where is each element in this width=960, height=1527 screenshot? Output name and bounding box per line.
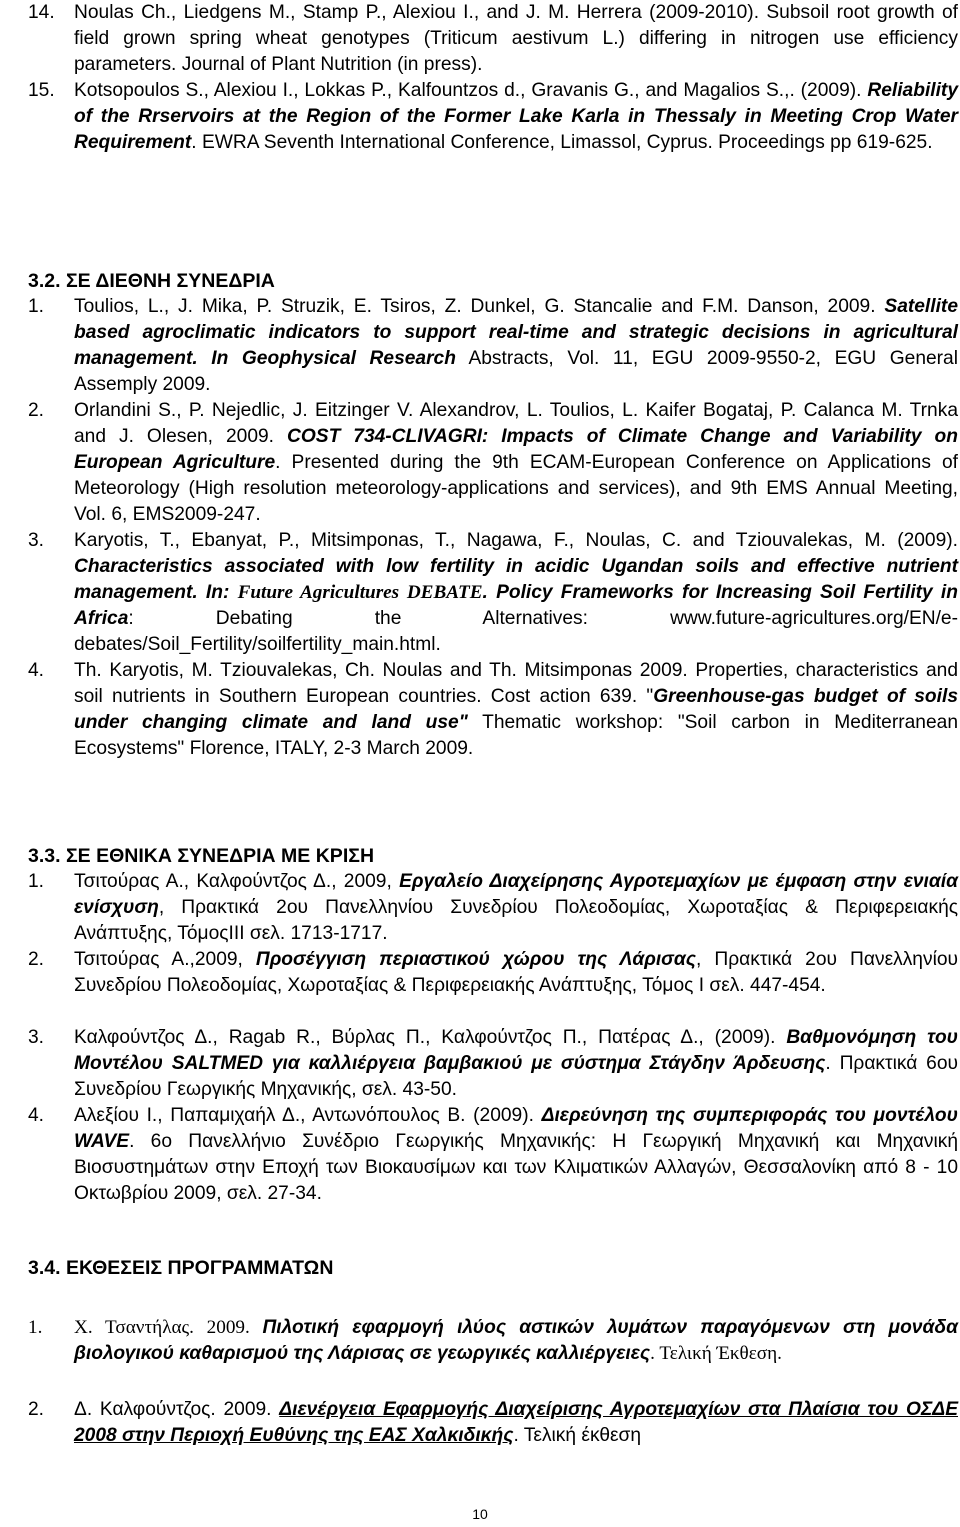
reference-rest: . EWRA Seventh International Conference, Limassol, Cyprus. Proceedings pp 619-625.: [191, 132, 933, 153]
reference-authors: Δ. Καλφούντζος. 2009.: [74, 1399, 280, 1420]
reference-item: [28, 398, 958, 528]
reference-title: Reliability of the Rrservoirs at the Region of the Former Lake Karla in Thessaly in Meeting Crop Water Requirement: [74, 80, 958, 153]
reference-title-continued: . Policy Frameworks for Increasing Soil Fertility in Africa: [74, 582, 958, 629]
reference-rest: Thematic workshop: "Soil carbon in Mediterranean Ecosystems" Florence, ITALY, 2-3 March 2009.: [74, 712, 958, 759]
reference-number: 2.: [28, 1399, 45, 1420]
reference-authors: Τσιτούρας Α.,2009,: [74, 949, 256, 970]
reference-title: Εργαλείο Διαχείρησης Αγροτεμαχίων με έμφαση στην ενιαία ενίσχυση: [74, 871, 959, 918]
reference-14: [28, 0, 958, 78]
reference-item: [28, 1025, 958, 1103]
reference-rest: , Πρακτικά 2ου Πανελληνίου Συνεδρίου Πολεοδομίας, Χωροταξίας & Περιφερειακής Ανάπτυξης, ΤόμοςΙΙΙ σελ. 1713-1717.: [74, 897, 958, 944]
reference-authors: Karyotis, T., Ebanyat, P., Mitsimponas, T., Nagawa, F., Noulas, C. and Tziouvalekas, M. (2009).: [74, 530, 958, 551]
reference-number: 3.: [28, 1027, 45, 1048]
reference-rest: . Presented during the 9th ECAM-European Conference on Applications of Meteorology (High resolution meteorology-applications and services), and 9th EMS Annual Meeting, Vol. 6, EMS2009-247.: [74, 452, 958, 525]
section-heading-3-3: 3.3. ΣΕ ΕΘΝΙΚΑ ΣΥΝΕΔΡΙΑ ΜΕ ΚΡΙΣΗ: [28, 845, 375, 867]
reference-item: [28, 1103, 958, 1207]
reference-title: COST 734-CLIVAGRI: Impacts of Climate Change and Variability on European Agriculture: [74, 426, 958, 473]
reference-number: 1.: [28, 871, 45, 892]
reference-item: [28, 947, 958, 999]
reference-rest: . Πρακτικά 6ου Συνεδρίου Γεωργικής Μηχανικής, σελ. 43-50.: [74, 1053, 958, 1100]
reference-number: 4.: [28, 660, 45, 681]
reference-authors: Αλεξίου Ι., Παπαμιχαήλ Δ., Αντωνόπουλος Β. (2009).: [74, 1105, 542, 1126]
reference-rest: . Τελική έκθεση: [513, 1425, 642, 1446]
reference-authors: Toulios, L., J. Mika, P. Struzik, E. Tsiros, Z. Dunkel, G. Stancalie and F.M. Danson, 2009.: [74, 296, 876, 317]
reference-authors: Καλφούντζος Δ., Ragab R., Βύρλας Π., Καλφούντζος Π., Πατέρας Δ., (2009).: [74, 1027, 787, 1048]
reference-item: [28, 658, 958, 762]
reference-number: 2.: [28, 949, 45, 970]
reference-title: Βαθμονόμηση του Μοντέλου SALTMED για καλλιέργεια βαμβακιού με σύστημα Στάγδην Άρδευσης: [74, 1027, 959, 1074]
reference-item: [28, 869, 958, 947]
reference-authors: Χ. Τσαντήλας. 2009.: [74, 1317, 263, 1338]
reference-text: Noulas Ch., Liedgens M., Stamp P., Alexiou I., and J. M. Herrera (2009-2010). Subsoil root growth of field grown spring wheat genotypes (Triticum aestivum L.) differing in nitrogen use efficiency parameters. Journal of Plant Nutrition (in press).: [74, 2, 958, 75]
reference-title: Διερεύνηση της συμπεριφοράς του μοντέλου WAVE: [74, 1105, 958, 1152]
reference-rest: . Τελική Έκθεση.: [650, 1343, 782, 1364]
reference-authors: Kotsopoulos S., Alexiou I., Lokkas P., Kalfountzos d., Gravanis G., and Magalios S.,. (2009).: [74, 80, 862, 101]
reference-title: Διενέργεια Εφαρμογής Διαχείρισης Αγροτεμαχίων στα Πλαίσια του ΟΣΔΕ 2008 στην Περιοχή Ευθύνης της ΕΑΣ Χαλκιδικής: [74, 1399, 958, 1446]
reference-rest: , Πρακτικά 2ου Πανελληνίου Συνεδρίου Πολεοδομίας, Χωροταξίας & Περιφερειακής Ανάπτυξης, Τόμος Ι σελ. 447-454.: [74, 949, 959, 996]
reference-item: [28, 528, 958, 658]
section-heading-3-4: 3.4. ΕΚΘΕΣΕΙΣ ΠΡΟΓΡΑΜΜΑΤΩΝ: [28, 1257, 334, 1279]
reference-item: [28, 1397, 958, 1449]
reference-number: 14.: [28, 2, 55, 23]
reference-item: [28, 294, 958, 398]
reference-number: 15.: [28, 80, 55, 101]
reference-authors: Th. Karyotis, M. Tziouvalekas, Ch. Noulas and Th. Mitsimponas 2009. Properties, characteristics and soil nutrients in Southern European countries. Cost action 639. ": [74, 660, 958, 707]
section-heading-3-2: 3.2. ΣΕ ΔΙΕΘΝΗ ΣΥΝΕΔΡΙΑ: [28, 270, 275, 292]
reference-rest: Abstracts, Vol. 11, EGU 2009-9550-2, EGU General Assemply 2009.: [74, 348, 958, 395]
reference-title: Greenhouse-gas budget of soils under changing climate and land use": [74, 686, 958, 733]
page-number: 10: [472, 1506, 488, 1522]
reference-title: Satellite based agroclimatic indicators to support real-time and strategic decisions in agricultural management. In Geophysical Research: [74, 296, 958, 369]
reference-title: Προσέγγιση περιαστικού χώρου της Λάρισας: [255, 949, 697, 970]
reference-number: 2.: [28, 400, 45, 421]
reference-authors: Τσιτούρας Α., Καλφούντζος Δ., 2009,: [74, 871, 400, 892]
reference-rest: . 6ο Πανελλήνιο Συνέδριο Γεωργικής Μηχανικής: Η Γεωργική Μηχανική και Μηχανική Βιοσυστημάτων στην Εποχή των Βιοκαυσίμων και των Κλιματικών Αλλαγών, Θεσσαλονίκη από 8 - 10 Οκτωβρίου 2009, σελ. 27-34.: [74, 1131, 958, 1204]
reference-item: [28, 1315, 958, 1367]
reference-15: [28, 78, 958, 156]
reference-number: 1.: [28, 1317, 43, 1338]
reference-rest: : Debating the Alternatives: www.future-agricultures.org/EN/e-debates/Soil_Fertility/soilfertility_main.html.: [74, 608, 958, 655]
reference-number: 1.: [28, 296, 45, 317]
reference-authors: Orlandini S., P. Nejedlic, J. Eitzinger V. Alexandrov, L. Toulios, L. Kaifer Bogataj, P. Calanca M. Trnka and J. Olesen, 2009.: [74, 400, 958, 447]
reference-number: 3.: [28, 530, 45, 551]
reference-title: Πιλοτική εφαρμογή ιλύος αστικών λυμάτων παραγόμενων στη μονάδα βιολογικού καθαρισμού της Λάρισας σε γεωργικές καλλιέργειες: [74, 1317, 958, 1364]
reference-number: 4.: [28, 1105, 45, 1126]
reference-journal: Future Agricultures DEBATE: [237, 582, 483, 603]
reference-title: Characteristics associated with low fertility in acidic Ugandan soils and effective nutrient management. In:: [74, 556, 958, 603]
